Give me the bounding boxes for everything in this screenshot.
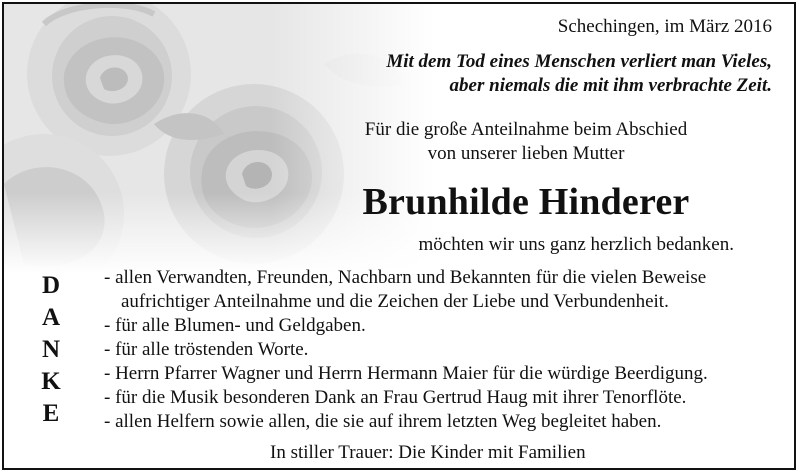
- motto-line: aber niemals die mit ihm verbrachte Zeit.: [449, 75, 772, 96]
- thanks-list-item-continuation: aufrichtiger Anteilnahme und die Zeichen der Liebe und Verbundenheit.: [121, 291, 669, 312]
- motto-line: Mit dem Tod eines Menschen verliert man Vieles,: [386, 51, 772, 72]
- thanks-list-item: - für die Musik besonderen Dank an Frau Gertrud Haug mit ihrer Tenorflöte.: [104, 387, 687, 408]
- danke-letter: N: [41, 336, 61, 363]
- thanks-list-item: - für alle Blumen- und Geldgaben.: [104, 315, 366, 336]
- intro-text: [254, 118, 796, 166]
- thanks-list-item: - allen Verwandten, Freunden, Nachbarn und Bekannten für die vielen Beweise: [104, 267, 707, 288]
- intro-line: von unserer lieben Mutter: [427, 143, 625, 164]
- deceased-name: Brunhilde Hinderer: [362, 181, 690, 223]
- place-date: Schechingen, im März 2016: [557, 16, 772, 37]
- thanks-list: [104, 266, 708, 434]
- closing-signature: In stiller Trauer: Die Kinder mit Familien: [270, 442, 586, 463]
- thanks-list-item: - allen Helfern sowie allen, die sie auf ihrem letzten Weg begleitet haben.: [104, 411, 662, 432]
- thanks-list-item: - Herrn Pfarrer Wagner und Herrn Hermann Maier für die würdige Beerdigung.: [104, 363, 708, 384]
- danke-letter: A: [41, 304, 61, 331]
- death-notice-card: [2, 2, 796, 470]
- danke-letter: K: [41, 368, 61, 395]
- danke-letter: E: [42, 400, 60, 427]
- danke-vertical-word: [34, 270, 68, 430]
- thanks-list-item: - für alle tröstenden Worte.: [104, 339, 309, 360]
- motto-quote: [386, 50, 772, 98]
- thanks-line: möchten wir uns ganz herzlich bedanken.: [418, 234, 734, 255]
- intro-line: Für die große Anteilnahme beim Abschied: [364, 119, 688, 140]
- danke-letter: D: [41, 272, 61, 299]
